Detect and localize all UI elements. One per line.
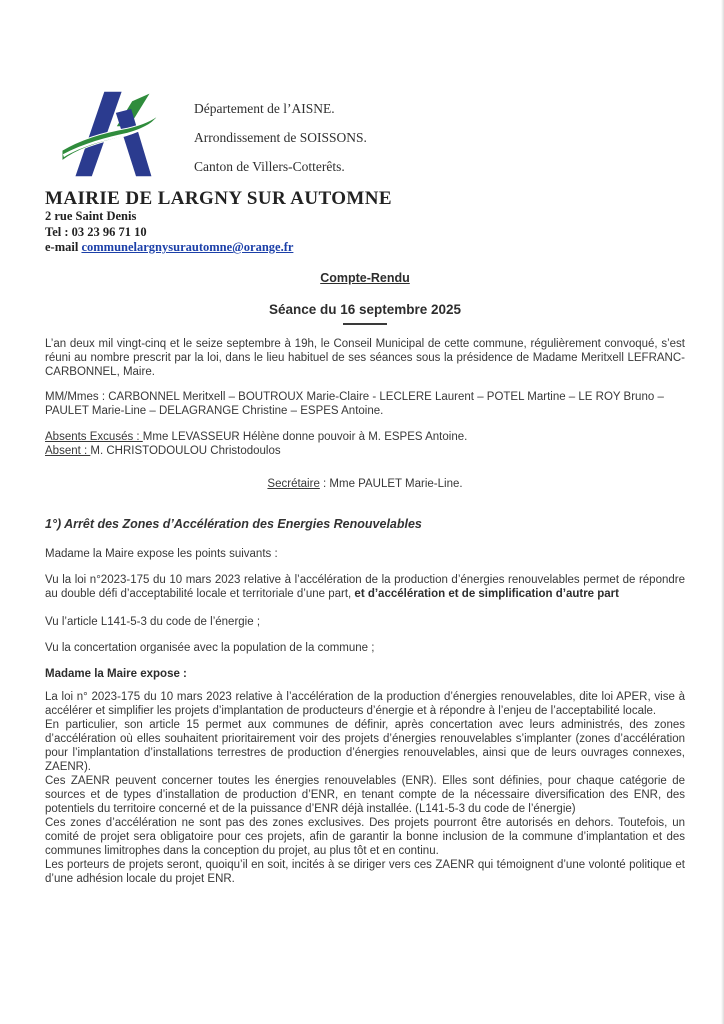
department-line: Département de l’AISNE.	[194, 101, 335, 116]
arrondissement-line: Arrondissement de SOISSONS.	[194, 130, 367, 145]
letterhead	[45, 88, 685, 181]
absents-excuses-label: Absents Excusés :	[45, 430, 143, 443]
email-line	[45, 240, 685, 256]
expose-body	[45, 690, 685, 886]
intro-paragraph: L’an deux mil vingt-cinq et le seize septembre à 19h, le Conseil Municipal de cette commune, régulièrement convoqué, s’est réuni au nombre prescrit par la loi, dans le lieu habituel de ses séances sous la présidence de Madame Meritxell LEFRANC-CARBONNEL, Maire.	[45, 337, 685, 378]
expose-paragraph: En particulier, son article 15 permet aux communes de définir, après concertation avec leurs administrés, des zones d’accélération où elles souhaitent prioritairement voir des projets d’énergies renouvelables s’implanter (zones d’accélération pour l’implantation d’installations terrestres de production d’énergies renouvelables, ainsi que de leurs ouvrages connexes, ZAENR).	[45, 718, 685, 773]
absents-block	[45, 430, 685, 458]
absent-text: M. CHRISTODOULOU Christodoulos	[90, 444, 281, 457]
vu-loi-paragraph	[45, 573, 685, 601]
vu-loi-bold-text: et d’accélération et de simplification d’autre part	[354, 587, 619, 600]
secretaire-text: : Mme PAULET Marie-Line.	[319, 477, 463, 490]
vu-concertation-line: Vu la concertation organisée avec la population de la commune ;	[45, 641, 375, 654]
email-label: e-mail	[45, 240, 82, 254]
expose-paragraph: Ces zones d’accélération ne sont pas des zones exclusives. Des projets pourront être autorisés en dehors. Toutefois, un comité de projet sera obligatoire pour ces projets, afin de garantir la bonne inclusion de la commune d’implantation et des communes limitrophes dans la conception du projet, au plus tôt et en continu.	[45, 816, 685, 857]
expose-label: Madame la Maire expose :	[45, 667, 187, 680]
aisne-commune-logo	[62, 88, 162, 180]
expose-paragraph: Les porteurs de projets seront, quoiqu’il en soit, incités à se diriger vers ces ZAENR qui témoignent d’une volonté politique et d’une adhésion locale du projet ENR.	[45, 858, 685, 885]
mairie-block	[45, 188, 685, 256]
address-line: 2 rue Saint Denis	[45, 209, 137, 223]
vu-article-line: Vu l’article L141-5-3 du code de l’énergie ;	[45, 615, 261, 628]
absent-label: Absent :	[45, 444, 91, 457]
secretaire-label: Secrétaire	[267, 477, 320, 490]
secretaire-line	[45, 477, 685, 491]
doc-title: Compte-Rendu	[320, 270, 410, 285]
canton-line: Canton de Villers-Cotterêts.	[194, 159, 345, 174]
vu-loi-text: Vu la loi n°2023-175 du 10 mars 2023 relative à l’accélération de la production d’énergies renouvelables permet de répondre au double défi d’acceptabilité locale et territoriale d’une part,	[45, 573, 685, 600]
section-heading: 1°) Arrêt des Zones d’Accélération des Energies Renouvelables	[45, 516, 422, 531]
phone-line: Tel : 03 23 96 71 10	[45, 224, 147, 239]
email-link[interactable]: communelargnysurautomne@orange.fr	[81, 240, 294, 254]
expose-paragraph: La loi n° 2023-175 du 10 mars 2023 relative à l’accélération de la production d’énergies renouvelables, dite loi APER, vise à accélérer et simplifier les projets d’implantation de producteurs d’énergie et à répondre à l’enjeu de l’acceptabilité locale.	[45, 690, 685, 717]
region-block	[194, 94, 367, 181]
expose-paragraph: Ces ZAENR peuvent concerner toutes les énergies renouvelables (ENR). Elles sont définies, pour chaque catégorie de sources et de types d’installation de production d’ENR, en tenant compte de la nécessaire diversification des ENR, des potentiels du territoire concerné et de la puissance d’ENR déjà installée. (L141-5-3 du code de l’énergie)	[45, 774, 685, 815]
mairie-title: MAIRIE DE LARGNY SUR AUTOMNE	[45, 188, 392, 209]
attendees-paragraph: MM/Mmes : CARBONNEL Meritxell – BOUTROUX Marie-Claire - LECLERE Laurent – POTEL Martine – LE ROY Bruno – PAULET Marie-Line – DELAGRANGE Christine – ESPES Antoine.	[45, 390, 664, 417]
session-underline-rule	[343, 323, 387, 325]
session-title: Séance du 16 septembre 2025	[268, 301, 462, 317]
absents-excuses-text: Mme LEVASSEUR Hélène donne pouvoir à M. ESPES Antoine.	[142, 430, 468, 443]
points-intro: Madame la Maire expose les points suivants :	[45, 547, 278, 560]
